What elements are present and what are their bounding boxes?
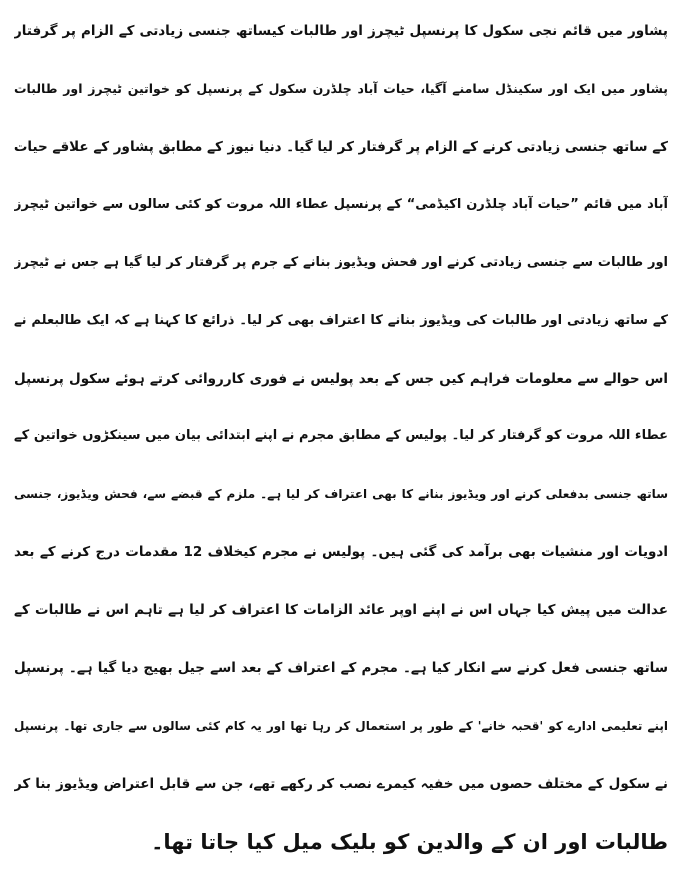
- article-line: کے ساتھ زیادتی اور طالبات کی ویڈیوز بنانے کا اعتراف بھی کر لیا۔ ذرائع کا کہنا ہے کہ ایک طالبعلم نے: [14, 312, 668, 328]
- article-line: اور طالبات سے جنسی زیادتی کرنے اور فحش ویڈیوز بنانے کے جرم پر گرفتار کر لیا گیا ہے جس نے ٹیچرز: [14, 254, 668, 270]
- article-line: ساتھ جنسی فعل کرنے سے انکار کیا ہے۔ مجرم کے اعتراف کے بعد اسے جیل بھیج دیا گیا ہے۔ پرنسپل: [14, 660, 668, 677]
- article-body: [14, 14, 668, 859]
- article-line: اپنے تعلیمی ادارے کو 'قحبہ خانے' کے طور پر استعمال کر رہا تھا اور یہ کام کئی سالوں سے جاری تھا۔ پرنسپل: [14, 719, 668, 734]
- article-line: پشاور میں قائم نجی سکول کا پرنسپل ٹیچرز اور طالبات کیساتھ جنسی زیادتی کے الزام پر گرفتار: [14, 23, 668, 39]
- article-line: نے سکول کے مختلف حصوں میں خفیہ کیمرے نصب کر رکھے تھے، جن سے قابل اعتراض ویڈیوز بنا کر: [14, 775, 668, 792]
- article-line: طالبات اور ان کے والدین کو بلیک میل کیا جاتا تھا۔: [151, 829, 668, 854]
- article-line: کے ساتھ جنسی زیادتی کرنے کے الزام پر گرفتار کر لیا گیا۔ دنیا نیوز کے مطابق پشاور کے علاقے حیات: [14, 138, 668, 155]
- article-line: ادویات اور منشیات بھی برآمد کی گئی ہیں۔ پولیس نے مجرم کیخلاف 12 مقدمات درج کرنے کے بعد: [14, 544, 668, 561]
- article-line: آباد میں قائم ”حیات آباد چلڈرن اکیڈمی“ کے پرنسپل عطاء اللہ مروت کو کئی سالوں سے خواتین ٹیچرز: [14, 196, 668, 212]
- article-line: پشاور میں ایک اور سکینڈل سامنے آگیا، حیات آباد چلڈرن سکول کے پرنسپل کو خواتین ٹیچرز اور طالبات: [14, 80, 668, 96]
- article-line: ساتھ جنسی بدفعلی کرنے اور ویڈیوز بنانے کا بھی اعتراف کر لیا ہے۔ ملزم کے قبضے سے، فحش ویڈیوز، جنسی: [14, 487, 668, 502]
- article-line: عطاء اللہ مروت کو گرفتار کر لیا۔ پولیس کے مطابق مجرم نے اپنے ابتدائی بیان میں سینکڑوں خواتین کے: [14, 428, 668, 444]
- article-line: عدالت میں پیش کیا جہاں اس نے اپنے اوپر عائد الزامات کا اعتراف کر لیا ہے تاہم اس نے طالبات کے: [14, 602, 668, 619]
- article-line: اس حوالے سے معلومات فراہم کیں جس کے بعد پولیس نے فوری کارروائی کرتے ہوئے سکول پرنسپل: [14, 370, 668, 387]
